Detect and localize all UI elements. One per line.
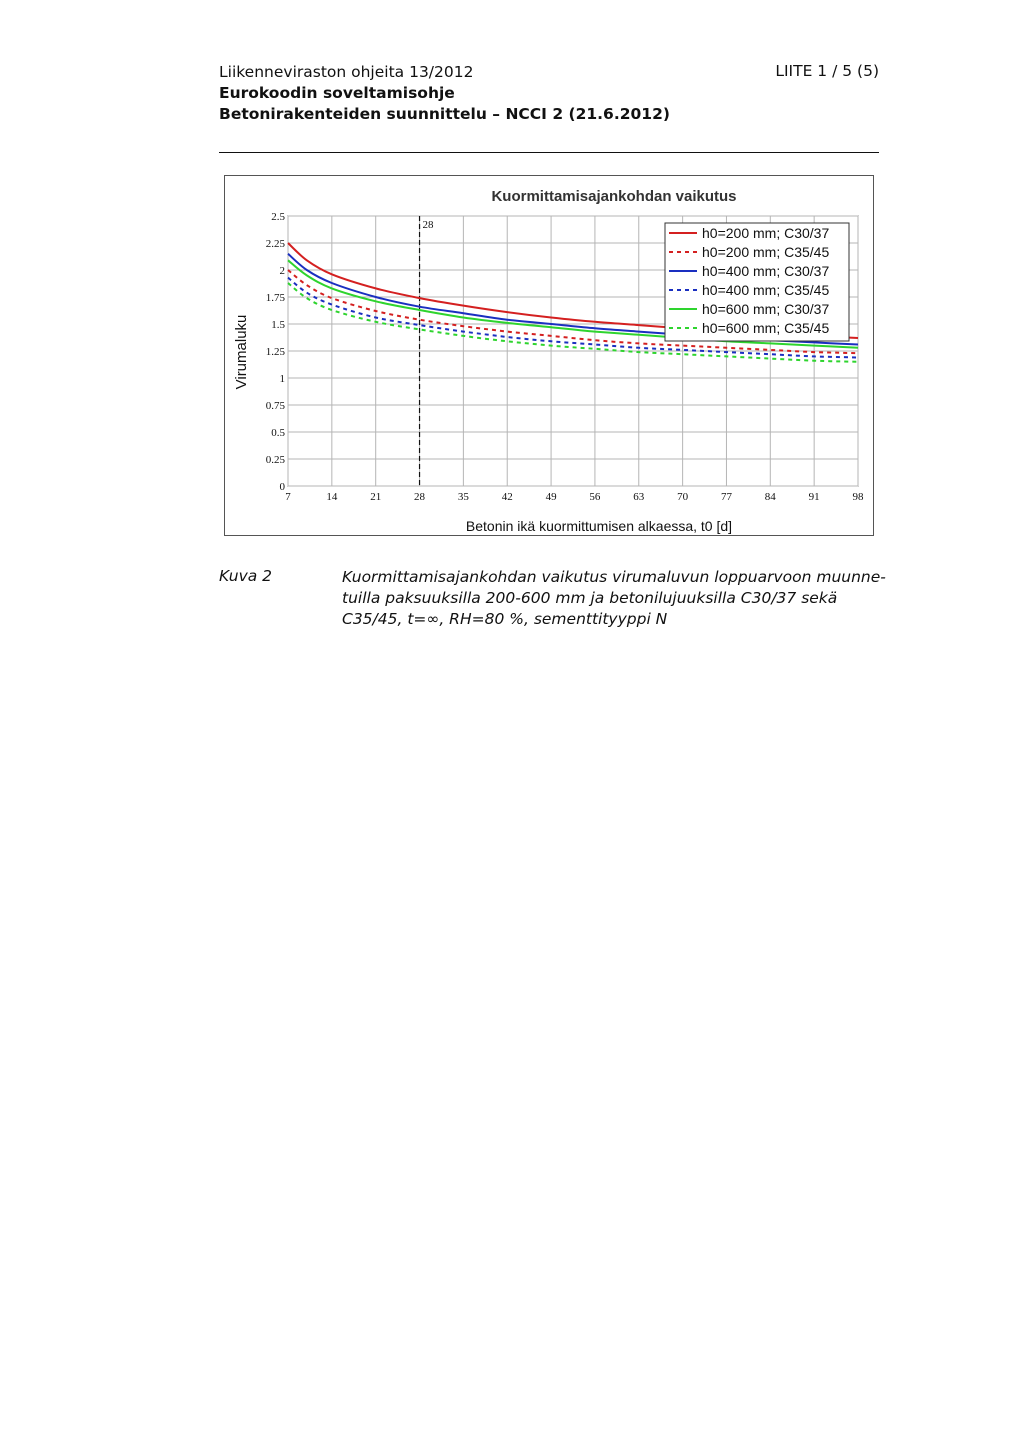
y-tick-label: 0 bbox=[279, 481, 285, 493]
figure-frame bbox=[224, 175, 874, 536]
chart-legend bbox=[665, 223, 849, 341]
legend-label: h0=400 mm; C35/45 bbox=[702, 282, 830, 298]
x-tick-label: 21 bbox=[370, 491, 382, 503]
figure-caption bbox=[342, 567, 886, 630]
x-tick-label: 84 bbox=[764, 491, 776, 503]
x-tick-label: 56 bbox=[589, 491, 601, 503]
guide-title: Eurokoodin soveltamisohje bbox=[219, 84, 455, 102]
document-subtitle: Betonirakenteiden suunnittelu – NCCI 2 (21.6.2012) bbox=[219, 105, 670, 123]
y-axis-label: Virumaluku bbox=[233, 314, 250, 390]
header-divider bbox=[219, 152, 879, 153]
page-header bbox=[219, 62, 879, 125]
creep-chart bbox=[225, 176, 875, 537]
x-tick-label: 98 bbox=[852, 491, 864, 503]
reference-line-label: 28 bbox=[422, 219, 434, 231]
x-tick-label: 49 bbox=[545, 491, 557, 503]
caption-line: tuilla paksuuksilla 200-600 mm ja betonilujuuksilla C30/37 sekä bbox=[342, 589, 838, 607]
y-tick-label: 0.75 bbox=[265, 400, 285, 412]
legend-label: h0=200 mm; C30/37 bbox=[702, 225, 830, 241]
legend-label: h0=200 mm; C35/45 bbox=[702, 244, 830, 260]
x-tick-label: 35 bbox=[457, 491, 469, 503]
y-tick-label: 1.25 bbox=[265, 346, 285, 358]
legend-label: h0=600 mm; C35/45 bbox=[702, 320, 830, 336]
caption-line: Kuormittamisajankohdan vaikutus virumaluvun loppuarvoon muunne- bbox=[342, 568, 886, 586]
publication-line: Liikenneviraston ohjeita 13/2012 bbox=[219, 63, 474, 81]
y-tick-label: 0.5 bbox=[271, 427, 285, 439]
x-tick-label: 63 bbox=[633, 491, 645, 503]
x-tick-label: 91 bbox=[808, 491, 820, 503]
y-tick-label: 0.25 bbox=[265, 454, 285, 466]
y-tick-label: 1.75 bbox=[265, 292, 285, 304]
y-tick-label: 2.25 bbox=[265, 238, 285, 250]
x-axis-label: Betonin ikä kuormittumisen alkaessa, t0 [d] bbox=[465, 518, 733, 534]
x-tick-label: 70 bbox=[677, 491, 689, 503]
x-tick-label: 42 bbox=[501, 491, 513, 503]
caption-line: C35/45, t=∞, RH=80 %, sementtityyppi N bbox=[342, 610, 668, 628]
y-tick-label: 2 bbox=[279, 265, 285, 277]
x-tick-label: 77 bbox=[720, 491, 732, 503]
figure-number: Kuva 2 bbox=[219, 567, 273, 585]
legend-label: h0=600 mm; C30/37 bbox=[702, 301, 830, 317]
legend-label: h0=400 mm; C30/37 bbox=[702, 263, 830, 279]
appendix-label: LIITE 1 / 5 (5) bbox=[775, 62, 879, 80]
y-tick-label: 1.5 bbox=[271, 319, 285, 331]
x-tick-label: 28 bbox=[414, 491, 426, 503]
chart-title: Kuormittamisajankohdan vaikutus bbox=[491, 188, 737, 205]
y-tick-label: 1 bbox=[279, 373, 285, 385]
x-tick-label: 14 bbox=[326, 491, 338, 503]
x-tick-label: 7 bbox=[285, 491, 291, 503]
y-tick-label: 2.5 bbox=[271, 211, 285, 223]
